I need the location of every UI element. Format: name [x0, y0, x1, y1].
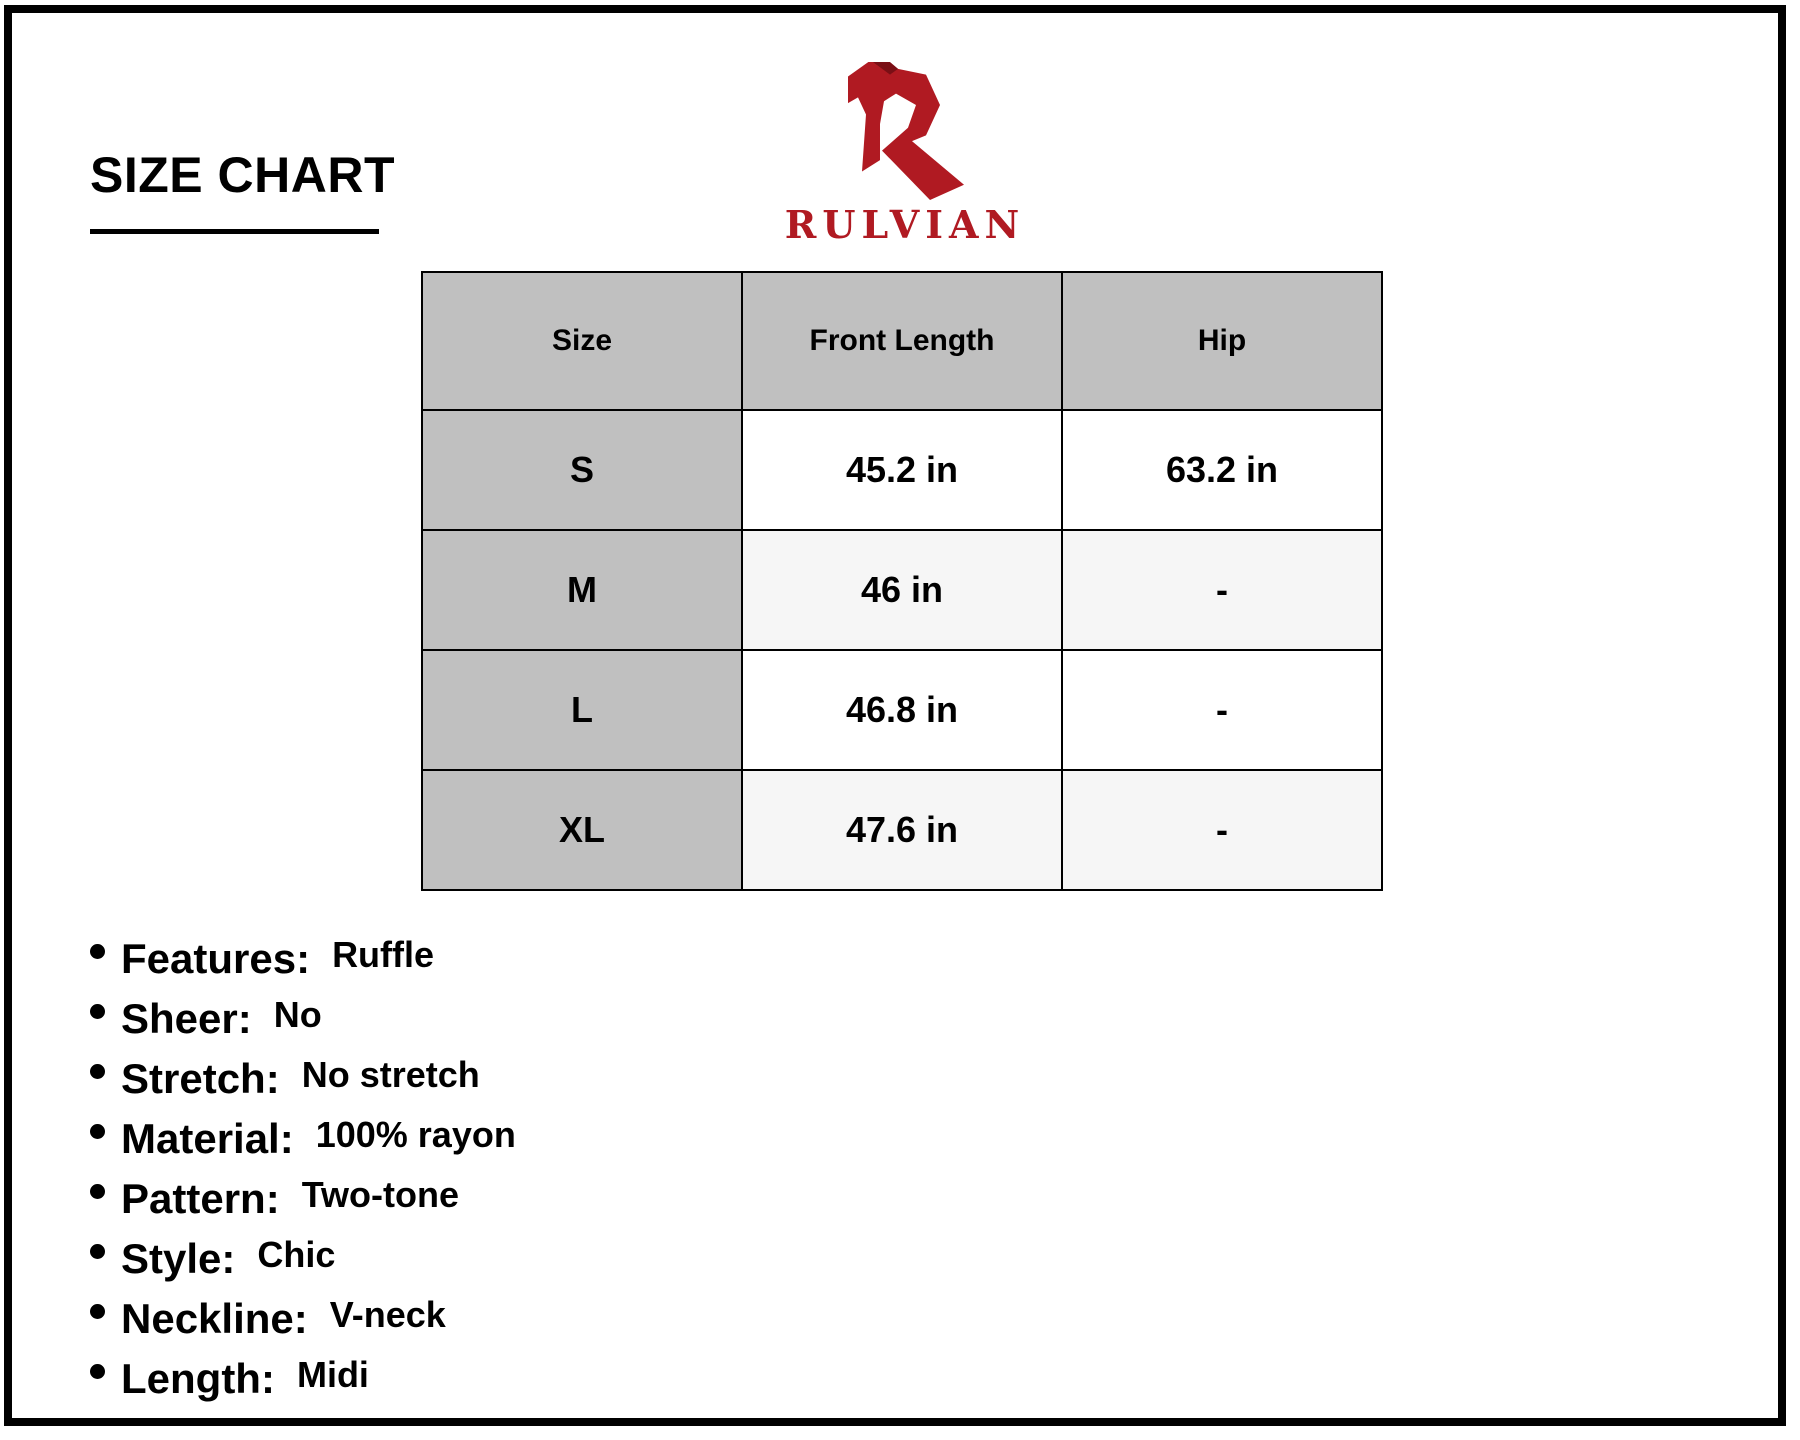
feature-label: Material: [121, 1115, 294, 1162]
feature-value: Chic [257, 1234, 336, 1275]
feature-value: Ruffle [332, 934, 435, 975]
bullet-icon [90, 1064, 105, 1079]
feature-value: No [273, 994, 322, 1035]
size-table [421, 271, 1383, 891]
brand-name: RULVIAN [784, 202, 1026, 247]
size-cell: L [422, 650, 742, 770]
table-row [422, 770, 1382, 890]
list-item [90, 935, 516, 995]
bullet-icon [90, 1004, 105, 1019]
brand-logo [780, 62, 1030, 252]
feature-value: No stretch [301, 1054, 480, 1095]
list-item [90, 1175, 516, 1235]
header-hip: Hip [1062, 272, 1382, 410]
hip-cell: - [1062, 650, 1382, 770]
table-row [422, 410, 1382, 530]
title-underline [90, 229, 379, 234]
list-item [90, 1235, 516, 1295]
table-row [422, 650, 1382, 770]
r-monogram-icon [780, 62, 1030, 202]
feature-label: Features: [121, 935, 311, 982]
feature-label: Pattern: [121, 1175, 280, 1222]
feature-value: Two-tone [301, 1174, 459, 1215]
size-cell: XL [422, 770, 742, 890]
feature-value: 100% rayon [315, 1114, 516, 1155]
size-cell: S [422, 410, 742, 530]
front-length-cell: 47.6 in [742, 770, 1062, 890]
front-length-cell: 46 in [742, 530, 1062, 650]
feature-label: Stretch: [121, 1055, 280, 1102]
feature-value: Midi [296, 1354, 369, 1395]
list-item [90, 1355, 516, 1415]
bullet-icon [90, 1124, 105, 1139]
feature-value: V-neck [329, 1294, 446, 1335]
hip-cell: - [1062, 770, 1382, 890]
front-length-cell: 45.2 in [742, 410, 1062, 530]
list-item [90, 1115, 516, 1175]
bullet-icon [90, 1184, 105, 1199]
front-length-cell: 46.8 in [742, 650, 1062, 770]
list-item [90, 1055, 516, 1115]
bullet-icon [90, 1304, 105, 1319]
hip-cell: - [1062, 530, 1382, 650]
feature-label: Length: [121, 1355, 275, 1402]
page-title: SIZE CHART [90, 147, 395, 203]
bullet-icon [90, 1364, 105, 1379]
table-header-row [422, 272, 1382, 410]
feature-label: Sheer: [121, 995, 252, 1042]
hip-cell: 63.2 in [1062, 410, 1382, 530]
header-front-length: Front Length [742, 272, 1062, 410]
list-item [90, 995, 516, 1055]
feature-label: Style: [121, 1235, 236, 1282]
list-item [90, 1295, 516, 1355]
bullet-icon [90, 944, 105, 959]
table-row [422, 530, 1382, 650]
feature-label: Neckline: [121, 1295, 308, 1342]
bullet-icon [90, 1244, 105, 1259]
size-cell: M [422, 530, 742, 650]
header-size: Size [422, 272, 742, 410]
features-list [90, 935, 516, 1415]
